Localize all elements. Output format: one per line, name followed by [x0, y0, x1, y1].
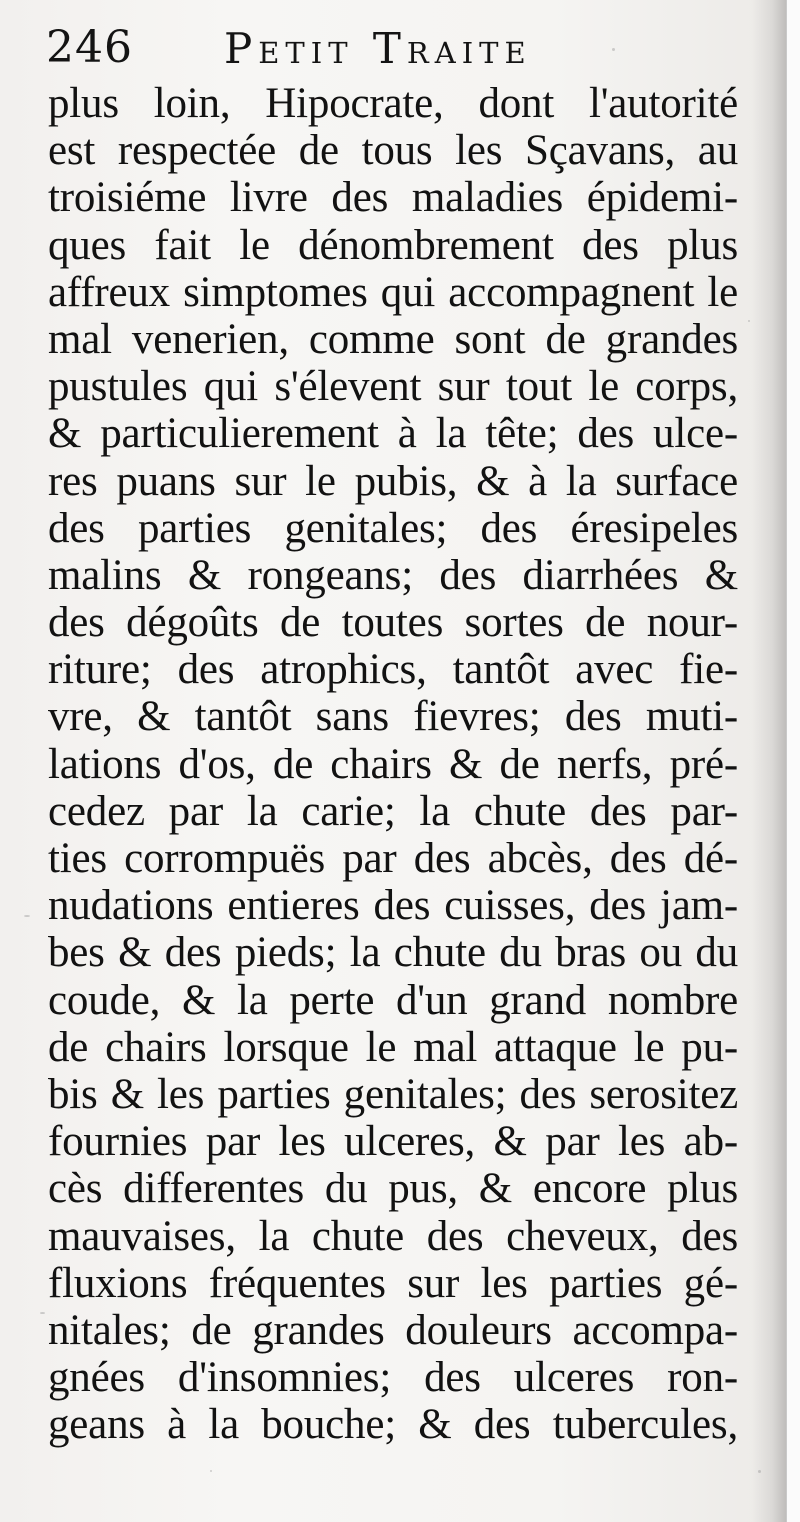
- text-line: nitales; de grandes douleurs accompa-: [48, 1306, 738, 1354]
- text-line: est respectée de tous les Sçavans, au: [48, 127, 738, 175]
- text-line: mauvaises, la chute des cheveux, des: [48, 1212, 738, 1260]
- paper-speck: [40, 1312, 45, 1314]
- text-line: mal venerien, comme sont de grandes: [48, 315, 738, 363]
- paper-speck: [612, 48, 615, 51]
- text-line: res puans sur le pubis, & à la surface: [48, 457, 738, 505]
- text-line: plus loin, Hipocrate, dont l'autorité: [48, 80, 738, 127]
- text-line: pustules qui s'élevent sur tout le corps,: [48, 363, 738, 411]
- text-line: cedez par la carie; la chute des par-: [48, 787, 738, 835]
- text-line: lations d'os, de chairs & de nerfs, pré-: [48, 740, 738, 788]
- text-line: fluxions fréquentes sur les parties gé-: [48, 1259, 738, 1307]
- text-line: ques fait le dénombrement des plus: [48, 221, 738, 269]
- page-number: 246: [46, 22, 133, 73]
- text-line: malins & rongeans; des diarrhées &: [48, 551, 738, 599]
- text-line: vre, & tantôt sans fievres; des muti-: [48, 693, 738, 741]
- text-line: cès differentes du pus, & encore plus: [48, 1165, 738, 1213]
- text-line: de chairs lorsque le mal attaque le pu-: [48, 1023, 738, 1071]
- text-line: des parties genitales; des éresipeles: [48, 504, 738, 552]
- paper-speck: [758, 1470, 761, 1473]
- text-line: fournies par les ulceres, & par les ab-: [48, 1118, 738, 1166]
- paper-speck: [748, 320, 750, 322]
- text-line: gnées d'insomnies; des ulceres ron-: [48, 1354, 738, 1402]
- page-edge-shadow: [752, 0, 786, 1522]
- page-margin-strip: [786, 0, 800, 1522]
- paper-speck: [24, 915, 30, 917]
- page-header: [46, 14, 736, 78]
- text-line: nudations entieres des cuisses, des jam-: [48, 882, 738, 930]
- text-line: geans à la bouche; & des tubercules,: [48, 1401, 738, 1449]
- text-line: coude, & la perte d'un grand nombre: [48, 976, 738, 1024]
- text-line: ties corrompuës par des abcès, des dé-: [48, 835, 738, 882]
- running-title: Petit Traite: [224, 24, 532, 73]
- text-line: affreux simptomes qui accompagnent le: [48, 268, 738, 316]
- text-line: bis & les parties genitales; des serositez: [48, 1070, 738, 1118]
- text-line: riture; des atrophics, tantôt avec fie-: [48, 646, 738, 694]
- text-line: bes & des pieds; la chute du bras ou du: [48, 929, 738, 977]
- paper-speck: [210, 1470, 212, 1472]
- body-text: [48, 80, 738, 1448]
- text-line: troisiéme livre des maladies épidemi-: [48, 174, 738, 222]
- text-line: des dégoûts de toutes sortes de nour-: [48, 599, 738, 647]
- text-line: & particulierement à la tête; des ulce-: [48, 410, 738, 458]
